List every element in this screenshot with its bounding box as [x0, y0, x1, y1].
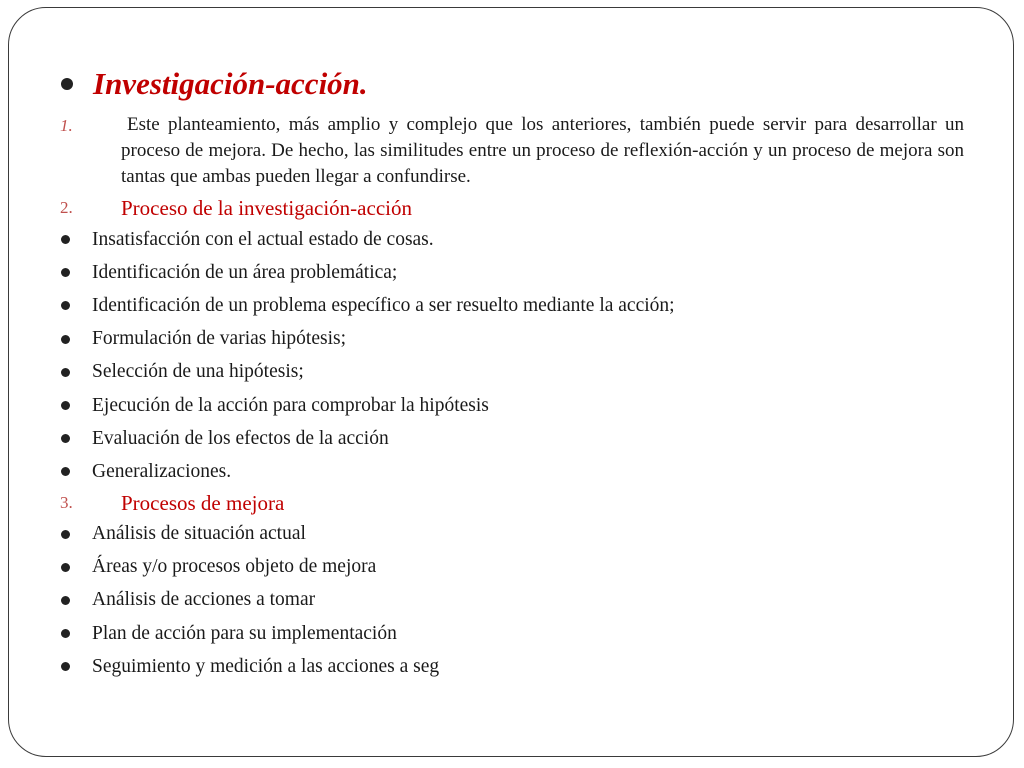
bullet-icon — [61, 662, 70, 671]
list-item-text: Formulación de varias hipótesis; — [92, 328, 346, 350]
list-item — [55, 551, 975, 584]
list-item-text: Áreas y/o procesos objeto de mejora — [92, 556, 377, 578]
bullet-icon — [61, 629, 70, 638]
bullet-icon — [61, 401, 70, 410]
slide-title: Investigación-acción. — [93, 66, 368, 101]
section-heading: Procesos de mejora — [121, 490, 285, 515]
bullet-icon — [61, 301, 70, 310]
section-paragraph: Este planteamiento, más amplio y complejo que los anteriores, también puede servir para desarrollar un proceso de mejora. De hecho, las similitudes entre un proceso de reflexión-acción y un proceso de mejora son tantas que ambas pueden llegar a confundirse. — [121, 114, 964, 187]
list-item-text: Selección de una hipótesis; — [92, 361, 304, 383]
section-heading: Proceso de la investigación-acción — [121, 196, 412, 220]
bullet-icon — [61, 467, 70, 476]
list-item-text: Generalizaciones. — [92, 460, 232, 482]
list-item-text: Análisis de situación actual — [92, 523, 306, 545]
bullet-icon — [61, 434, 70, 443]
section-1 — [55, 112, 975, 190]
list-item — [55, 584, 975, 617]
title-row — [55, 62, 975, 106]
list-item-text: Evaluación de los efectos de la acción — [92, 427, 389, 449]
list-item — [55, 256, 975, 289]
slide-content — [55, 62, 975, 683]
list-item — [55, 389, 975, 422]
bullet-icon — [61, 368, 70, 377]
list-item — [55, 223, 975, 256]
list-item-text: Seguimiento y medición a las acciones a seg — [92, 655, 440, 677]
list-item-text: Identificación de un problema específico a ser resuelto mediante la acción; — [92, 294, 675, 316]
list-item — [55, 617, 975, 650]
list-item — [55, 289, 975, 322]
bullet-icon — [61, 530, 70, 539]
list-item — [55, 422, 975, 455]
bullet-icon — [61, 335, 70, 344]
list-item — [55, 323, 975, 356]
bullet-icon — [61, 596, 70, 605]
bullet-icon — [61, 563, 70, 572]
list-item — [55, 455, 975, 488]
bullet-icon — [61, 268, 70, 277]
section-number: 2. — [60, 198, 73, 217]
list-item — [55, 356, 975, 389]
bullet-icon — [61, 78, 73, 90]
section-number: 1. — [60, 116, 73, 135]
section-3 — [55, 489, 975, 518]
section-number: 3. — [60, 492, 73, 512]
list-item-text: Plan de acción para su implementación — [92, 622, 397, 644]
list-item-text: Análisis de acciones a tomar — [92, 589, 316, 611]
section-2 — [55, 194, 975, 223]
list-item — [55, 518, 975, 551]
list-item — [55, 650, 975, 683]
list-item-text: Ejecución de la acción para comprobar la hipótesis — [92, 394, 489, 416]
bullet-icon — [61, 235, 70, 244]
list-item-text: Insatisfacción con el actual estado de cosas. — [92, 228, 434, 250]
list-item-text: Identificación de un área problemática; — [92, 261, 398, 283]
